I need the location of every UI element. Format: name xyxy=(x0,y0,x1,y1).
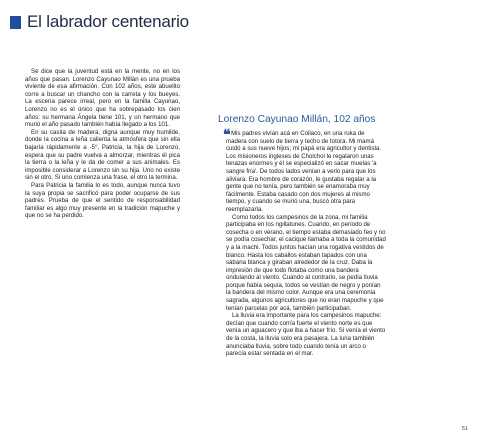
right-paragraph-3: La lluvia era importante para los campesinos mapuche: decían que cuando corría fuerte el viento norte es que venía un aguacero y que iba a hacer frío. Si venía el viento de la costa, la lluvia solo era pasajera. La luna también anunciaba lluvia, sobre todo cuando tenía un arco o parecía estar sentada en el mar. xyxy=(226,312,386,358)
page-title: El labrador centenario xyxy=(27,12,189,31)
left-paragraph-1: Se dice que la juventud está en la mente, no en los años que pasan. Lorenzo Cayunao Millán es una prueba viviente de esa afirmación. Con 102 años, este abuelito corre a buscar un chancho con la carreta y los bueyes. La escena parece irreal, pero en la familia Cayunao, Lorenzo no es el único que ha sobrepasado los cien años: su hermana Ángela tiene 101, y un hermano que murió el año pasado también había llegado a los 101. xyxy=(25,68,180,129)
title-bar xyxy=(10,12,189,32)
left-paragraph-2: En su casita de madera, digna aunque muy humilde, donde la cocina a leña calienta la atmósfera que sin ella bajaría rápidamente a -5°, Patricia, la hija de Lorenzo, espera que su padre vuelva a almorzar, mientras él pica la tierra o la leña y le da de comer a sus animales. Es imposible considerar a Lorenzo sin su hija. Uno no existe sin el otro. Si uno comienza una frase, el otro la termina. xyxy=(25,128,180,182)
right-column xyxy=(226,130,386,358)
right-paragraph-1 xyxy=(226,130,386,214)
left-paragraph-3: Para Patricia la familia lo es todo, aunque nunca tuvo la suya propia se sacrificó para poder ocuparse de sus padres. Prueba de que el sentido de responsabilidad familiar es algo muy presente en la tradición mapuche y que no se ha perdido. xyxy=(25,181,180,220)
left-column xyxy=(25,68,180,220)
right-paragraph-2: Como todos los campesinos de la zona, mi familia participaba en los ngillatunes. Cuando, en período de cosecha o en verano, el tiempo estaba demasiado feo y no se podía cosechar, el cacique llamaba a toda la comunidad y a la machi. Todos juntos hacían una rogativa vestidos de blanco. Hasta los caballos estaban tapados con una sábana blanca y giraban alrededor de la cruz. Daba la impresión de que todo flotaba como una bandera ondulando al viento. Cuando al contrario, se pedía lluvia porque había sequía, todos se vestían de negro y ponían la bandera del mismo color. Aunque era una ceremonia sagrada, algunos agricultores que no eran mapuche y que tenían parcelas por acá, también participaban. xyxy=(226,213,386,312)
right-paragraph-1-text: Mis padres vivían acá en Coilaco, en una ruka de madera con suelo de tierra y techo de totora. Mi mamá cuidó a sus nueve hijos; mi papá era agricultor y dentista. Los misioneros ingleses de Cholchol le regalaron unas tenazas enormes y él se especializó en sacar muelas 'a sangre fría'. De todos lados venían a verlo para que los aliviara. Era hombre de corazón, le gustaba regalar a la gente que no tenía, pero también se enamoraba muy fácilmente. Estaba casado con dos mujeres al mismo tiempo, y cuando se murió una, buscó otra para reemplazarla. xyxy=(226,130,382,213)
title-square-icon xyxy=(10,16,21,29)
quote-icon: ❝ xyxy=(223,127,231,143)
page-number: 51 xyxy=(461,426,468,432)
interview-heading: Lorenzo Cayunao Millán, 102 años xyxy=(218,114,376,125)
